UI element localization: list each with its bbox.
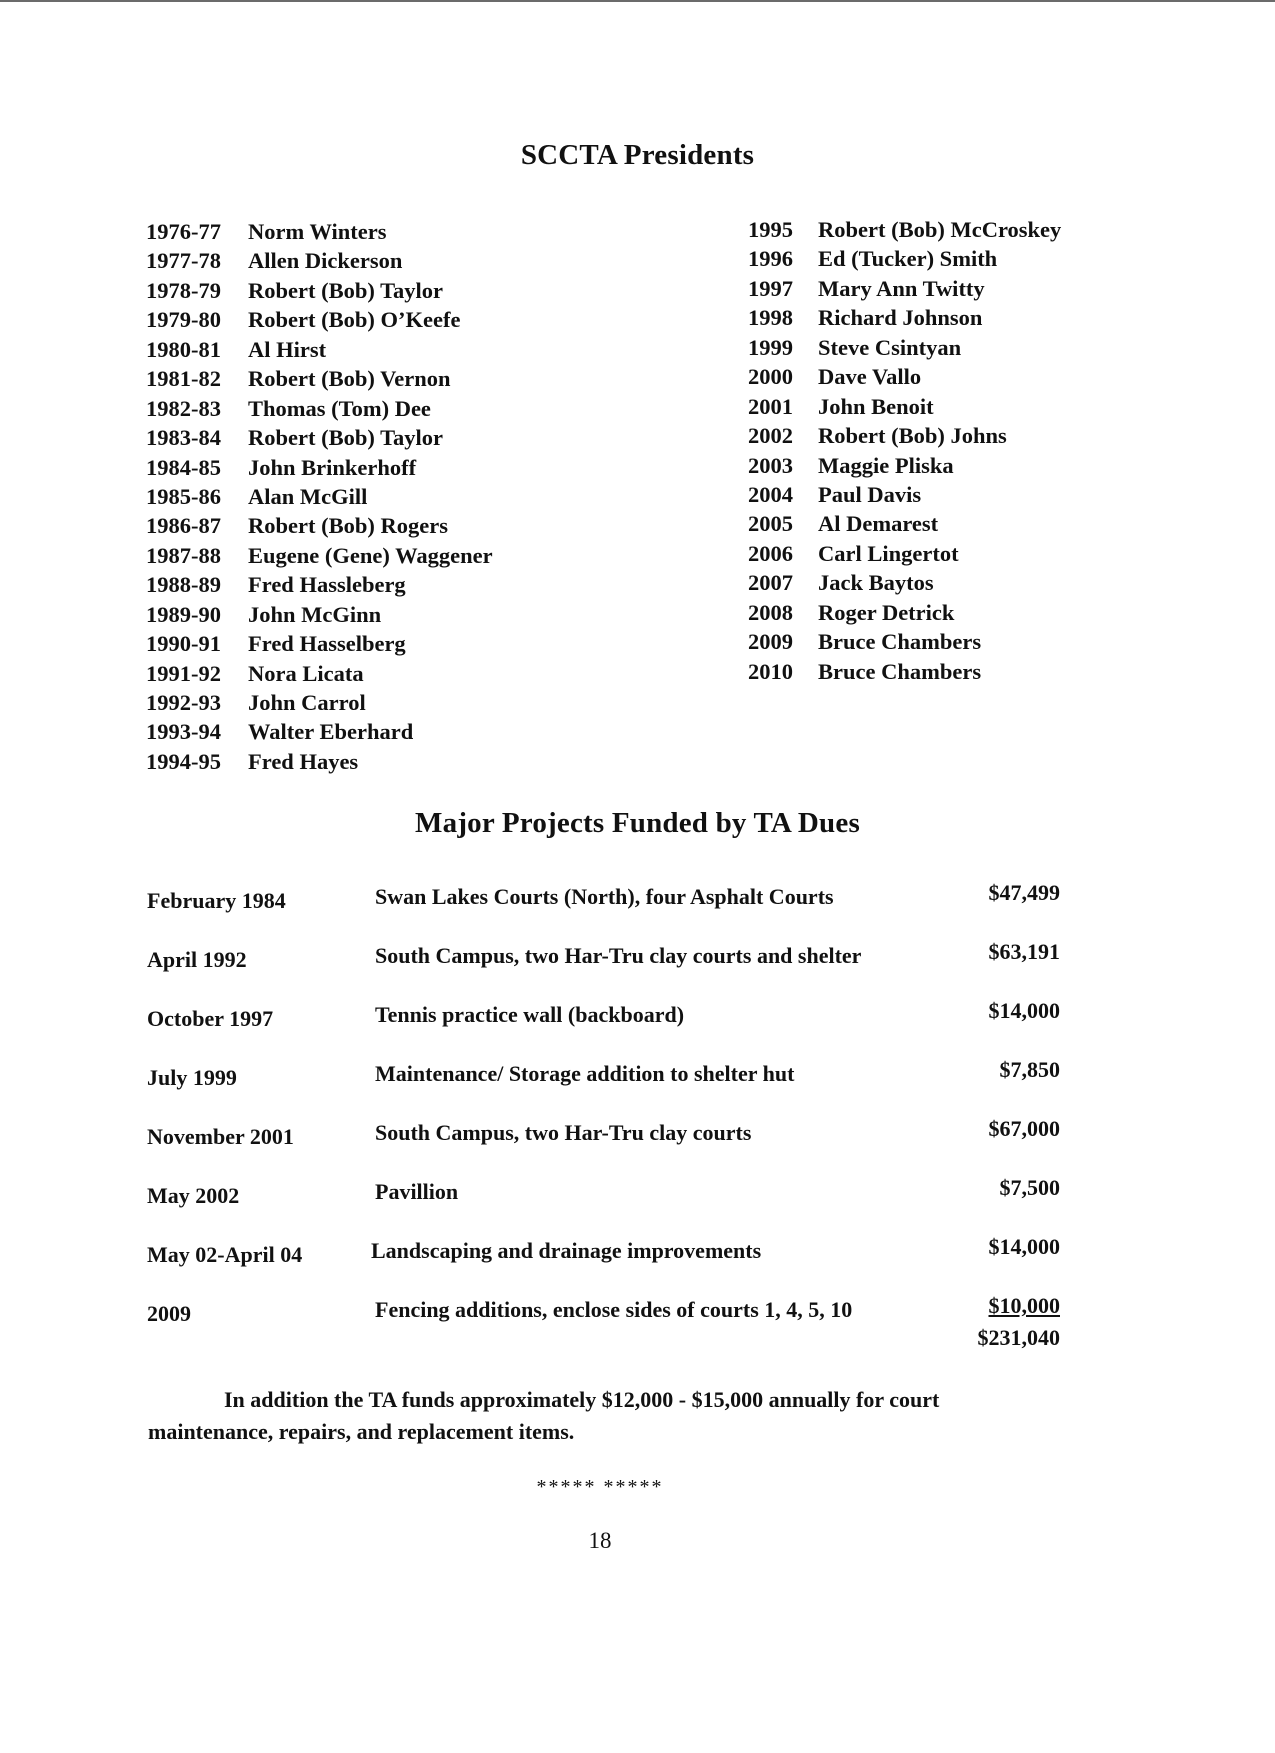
- president-name: Jack Baytos: [818, 570, 934, 596]
- president-name: Robert (Bob) O’Keefe: [248, 307, 461, 333]
- president-years: 2008: [748, 599, 793, 625]
- president-entry: [748, 244, 1061, 273]
- project-amount: $7,850: [999, 1057, 1060, 1082]
- presidents-heading: SCCTA Presidents: [520, 139, 755, 171]
- president-years: 2003: [748, 452, 793, 478]
- president-entry: [146, 541, 493, 570]
- project-date: July 1999: [147, 1065, 237, 1090]
- project-amount: $47,499: [988, 880, 1060, 905]
- president-entry: [748, 274, 1061, 303]
- project-description: South Campus, two Har-Tru clay courts: [375, 1120, 752, 1145]
- project-row: [146, 998, 1060, 1057]
- project-date: November 2001: [147, 1124, 294, 1149]
- president-name: Fred Hayes: [248, 748, 359, 774]
- projects-heading: Major Projects Funded by TA Dues: [415, 807, 860, 839]
- president-years: 2007: [748, 570, 793, 596]
- project-date: February 1984: [147, 888, 286, 913]
- project-row: [146, 880, 1060, 939]
- project-description: South Campus, two Har-Tru clay courts and shelter: [375, 943, 862, 968]
- president-years: 1984-85: [146, 454, 221, 480]
- presidents-list-right: [748, 215, 1061, 686]
- president-entry: [146, 335, 493, 364]
- project-row: [146, 939, 1060, 998]
- president-name: Alan McGill: [248, 483, 368, 509]
- president-years: 1987-88: [146, 542, 221, 568]
- president-entry: [748, 333, 1061, 362]
- president-name: Mary Ann Twitty: [818, 275, 985, 301]
- president-entry: [748, 451, 1061, 480]
- president-years: 1996: [748, 246, 793, 272]
- project-date: May 2002: [147, 1183, 240, 1208]
- project-description: Swan Lakes Courts (North), four Asphalt Courts: [375, 884, 834, 909]
- president-name: Dave Vallo: [818, 364, 922, 390]
- president-entry: [146, 246, 493, 275]
- president-entry: [146, 305, 493, 334]
- project-row: [146, 1116, 1060, 1175]
- project-row: [146, 1293, 1060, 1352]
- scan-top-edge: [0, 0, 1275, 2]
- project-date: 2009: [147, 1301, 191, 1326]
- president-name: Robert (Bob) Rogers: [248, 513, 448, 539]
- president-years: 1995: [748, 217, 793, 242]
- president-years: 1985-86: [146, 483, 221, 509]
- project-amount: $10,000: [988, 1293, 1060, 1318]
- president-years: 1977-78: [146, 248, 221, 274]
- president-entry: [146, 511, 493, 540]
- president-years: 1994-95: [146, 748, 221, 774]
- president-name: Norm Winters: [248, 219, 387, 244]
- president-name: Al Demarest: [818, 511, 939, 537]
- president-name: Richard Johnson: [818, 305, 983, 331]
- president-years: 1992-93: [146, 690, 221, 715]
- president-years: 1980-81: [146, 336, 221, 362]
- president-name: John Carrol: [248, 690, 366, 715]
- president-name: John Brinkerhoff: [248, 454, 417, 480]
- project-description: Pavillion: [375, 1179, 459, 1204]
- president-years: 1983-84: [146, 425, 221, 451]
- president-name: Maggie Pliska: [818, 452, 954, 478]
- president-entry: [146, 747, 493, 776]
- president-years: 1997: [748, 275, 793, 301]
- president-name: Paul Davis: [818, 481, 922, 507]
- president-entry: [748, 539, 1061, 568]
- president-years: 1993-94: [146, 719, 221, 745]
- project-amount: $14,000: [988, 1234, 1060, 1259]
- president-name: Robert (Bob) Vernon: [248, 366, 451, 392]
- president-name: Fred Hasselberg: [248, 631, 406, 657]
- president-years: 2005: [748, 511, 793, 537]
- president-entry: [146, 600, 493, 629]
- president-entry: [748, 568, 1061, 597]
- president-entry: [748, 215, 1061, 244]
- president-years: 2000: [748, 364, 793, 390]
- president-name: Al Hirst: [248, 336, 327, 362]
- president-years: 1988-89: [146, 572, 221, 598]
- president-name: John Benoit: [818, 393, 934, 419]
- projects-total: $231,040: [977, 1325, 1060, 1350]
- president-years: 2002: [748, 423, 793, 449]
- president-name: Carl Lingertot: [818, 540, 959, 566]
- page-number: 18: [588, 1528, 612, 1553]
- president-name: Steve Csintyan: [818, 334, 962, 360]
- president-entry: [146, 482, 493, 511]
- president-entry: [748, 598, 1061, 627]
- president-name: Robert (Bob) McCroskey: [818, 217, 1062, 242]
- president-name: Robert (Bob) Johns: [818, 423, 1007, 449]
- president-years: 1986-87: [146, 513, 221, 539]
- president-entry: [748, 480, 1061, 509]
- president-years: 1978-79: [146, 277, 221, 303]
- president-entry: [146, 423, 493, 452]
- maintenance-note: In addition the TA funds approximately $12,000 - $15,000 annually for court maintenance, repairs, and replacement items.: [148, 1387, 940, 1444]
- president-name: Thomas (Tom) Dee: [248, 395, 431, 421]
- president-years: 1999: [748, 334, 793, 360]
- project-row: [146, 1234, 1060, 1293]
- president-entry: [146, 717, 493, 746]
- president-years: 1991-92: [146, 660, 221, 686]
- projects-table: [146, 880, 1060, 1352]
- president-entry: [748, 303, 1061, 332]
- project-date: October 1997: [147, 1006, 274, 1031]
- president-entry: [146, 570, 493, 599]
- president-years: 2004: [748, 481, 793, 507]
- president-years: 1981-82: [146, 366, 221, 392]
- project-description: Landscaping and drainage improvements: [371, 1238, 762, 1263]
- project-date: May 02-April 04: [147, 1242, 303, 1267]
- president-name: Nora Licata: [248, 660, 364, 686]
- president-name: Fred Hassleberg: [248, 572, 406, 598]
- project-amount: $7,500: [999, 1175, 1060, 1200]
- section-separator: ***** *****: [536, 1476, 664, 1498]
- project-date: April 1992: [147, 947, 247, 972]
- project-row: [146, 1175, 1060, 1234]
- president-years: 1990-91: [146, 631, 221, 657]
- project-row: [146, 1057, 1060, 1116]
- president-years: 1998: [748, 305, 793, 331]
- president-entry: [748, 657, 1061, 686]
- president-entry: [146, 276, 493, 305]
- president-entry: [748, 421, 1061, 450]
- president-entry: [146, 394, 493, 423]
- president-name: Ed (Tucker) Smith: [818, 246, 998, 272]
- president-name: John McGinn: [248, 601, 382, 627]
- project-description: Fencing additions, enclose sides of courts 1, 4, 5, 10: [375, 1297, 853, 1322]
- president-entry: [146, 364, 493, 393]
- presidents-list-left: [146, 217, 493, 776]
- president-entry: [146, 659, 493, 688]
- president-entry: [748, 509, 1061, 538]
- president-entry: [146, 217, 493, 246]
- president-name: Bruce Chambers: [818, 629, 982, 655]
- president-entry: [146, 629, 493, 658]
- president-years: 1982-83: [146, 395, 221, 421]
- president-entry: [748, 362, 1061, 391]
- project-description: Maintenance/ Storage addition to shelter hut: [375, 1061, 795, 1086]
- president-years: 2006: [748, 540, 793, 566]
- president-entry: [748, 392, 1061, 421]
- president-name: Allen Dickerson: [248, 248, 403, 274]
- president-years: 1976-77: [146, 219, 221, 244]
- president-years: 1979-80: [146, 307, 221, 333]
- president-years: 2010: [748, 658, 793, 684]
- president-entry: [146, 688, 493, 717]
- president-name: Bruce Chambers: [818, 658, 982, 684]
- president-name: Roger Detrick: [818, 599, 955, 625]
- president-name: Walter Eberhard: [248, 719, 414, 745]
- president-years: 1989-90: [146, 601, 221, 627]
- project-amount: $14,000: [988, 998, 1060, 1023]
- president-years: 2009: [748, 629, 793, 655]
- president-entry: [146, 453, 493, 482]
- president-name: Robert (Bob) Taylor: [248, 277, 444, 303]
- president-entry: [748, 627, 1061, 656]
- project-amount: $63,191: [988, 939, 1060, 964]
- president-name: Robert (Bob) Taylor: [248, 425, 444, 451]
- president-years: 2001: [748, 393, 793, 419]
- project-description: Tennis practice wall (backboard): [375, 1002, 685, 1027]
- president-name: Eugene (Gene) Waggener: [248, 542, 493, 568]
- project-amount: $67,000: [988, 1116, 1060, 1141]
